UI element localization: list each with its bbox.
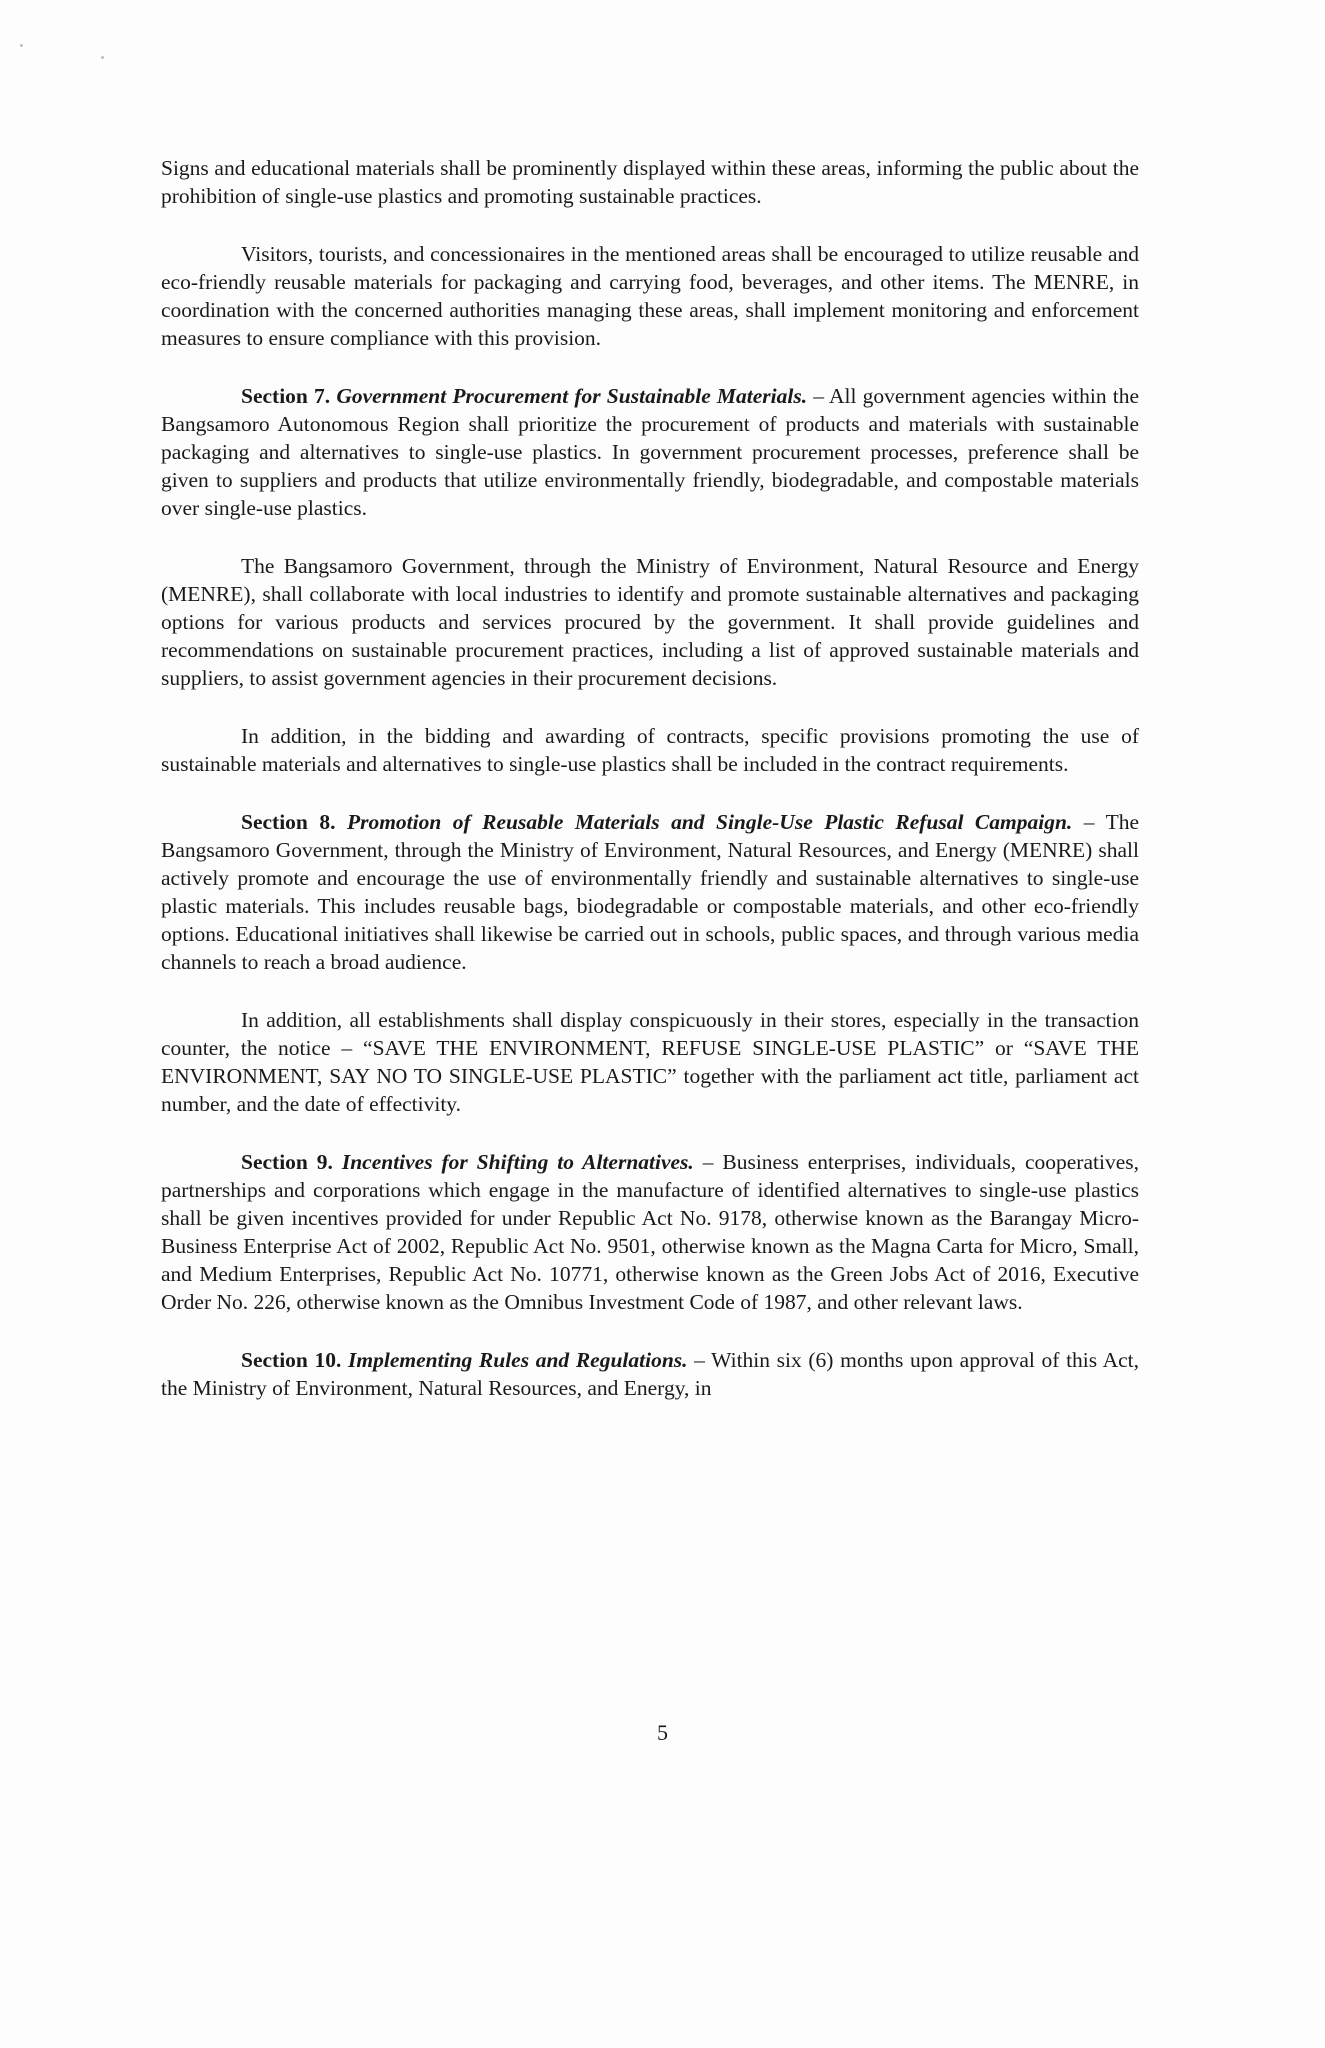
section-text: – Business enterprises, individuals, cooperatives, partnerships and corporations which engage in the manufacture of identified alternatives to single-use plastics shall be given incentives provided for under Republic Act No. 9178, otherwise known as the Barangay Micro-Business Enterprise Act of 2002, Republic Act No. 9501, otherwise known as the Magna Carta for Micro, Small, and Medium Enterprises, Republic Act No. 10771, otherwise known as the Green Jobs Act of 2016, Executive Order No. 226, otherwise known as the Omnibus Investment Code of 1987, and other relevant laws.	[161, 1150, 1139, 1314]
section-title: Promotion of Reusable Materials and Single-Use Plastic Refusal Campaign.	[346, 810, 1073, 834]
paragraph-text: In addition, all establishments shall display conspicuously in their stores, especially in the transaction counter, the notice – “SAVE THE ENVIRONMENT, REFUSE SINGLE-USE PLASTIC” or “SAVE THE ENVIRONMENT, SAY NO TO SINGLE-USE PLASTIC” together with the parliament act title, parliament act number, and the date of effectivity.	[161, 1008, 1139, 1116]
section-7	[161, 382, 1139, 522]
paragraph-text: Visitors, tourists, and concessionaires in the mentioned areas shall be encouraged to utilize reusable and eco-friendly reusable materials for packaging and carrying food, beverages, and other items. The MENRE, in coordination with the concerned authorities managing these areas, shall implement monitoring and enforcement measures to ensure compliance with this provision.	[161, 242, 1139, 350]
section-title: Implementing Rules and Regulations.	[348, 1348, 688, 1372]
paragraph-text: Signs and educational materials shall be prominently displayed within these areas, informing the public about the prohibition of single-use plastics and promoting sustainable practices.	[161, 156, 1139, 208]
section-number: Section 7.	[241, 384, 331, 408]
paragraph-signs	[161, 154, 1139, 210]
section-10	[161, 1346, 1139, 1402]
scan-speck	[20, 44, 23, 47]
paragraph-text: In addition, in the bidding and awarding of contracts, specific provisions promoting the use of sustainable materials and alternatives to single-use plastics shall be included in the contract requirements.	[161, 724, 1139, 776]
section-9	[161, 1148, 1139, 1316]
paragraph-visitors	[161, 240, 1139, 352]
section-text: – All government agencies within the Bangsamoro Autonomous Region shall prioritize the procurement of products and materials with sustainable packaging and alternatives to single-use plastics. In government procurement processes, preference shall be given to suppliers and products that utilize environmentally friendly, biodegradable, and compostable materials over single-use plastics.	[161, 384, 1139, 520]
section-number: Section 10.	[241, 1348, 342, 1372]
document-body	[161, 154, 1139, 1432]
paragraph-bangsamoro-government	[161, 552, 1139, 692]
section-number: Section 8.	[241, 810, 336, 834]
page-number: 5	[657, 1720, 668, 1745]
section-8	[161, 808, 1139, 976]
scan-speck	[101, 56, 104, 59]
section-number: Section 9.	[241, 1150, 333, 1174]
paragraph-establishments-notice	[161, 1006, 1139, 1118]
paragraph-bidding	[161, 722, 1139, 778]
paragraph-text: The Bangsamoro Government, through the Ministry of Environment, Natural Resource and Energy (MENRE), shall collaborate with local industries to identify and promote sustainable alternatives and packaging options for various products and services procured by the government. It shall provide guidelines and recommendations on sustainable procurement practices, including a list of approved sustainable materials and suppliers, to assist government agencies in their procurement decisions.	[161, 554, 1139, 690]
section-text: – Within six (6) months upon approval of this Act, the Ministry of Environment, Natural Resources, and Energy, in	[161, 1348, 1140, 1400]
section-title: Government Procurement for Sustainable Materials.	[336, 384, 808, 408]
section-text: – The Bangsamoro Government, through the Ministry of Environment, Natural Resources, and Energy (MENRE) shall actively promote and encourage the use of environmentally friendly and sustainable alternatives to single-use plastic materials. This includes reusable bags, biodegradable or compostable materials, and other eco-friendly options. Educational initiatives shall likewise be carried out in schools, public spaces, and through various media channels to reach a broad audience.	[161, 810, 1139, 974]
section-title: Incentives for Shifting to Alternatives.	[341, 1150, 694, 1174]
